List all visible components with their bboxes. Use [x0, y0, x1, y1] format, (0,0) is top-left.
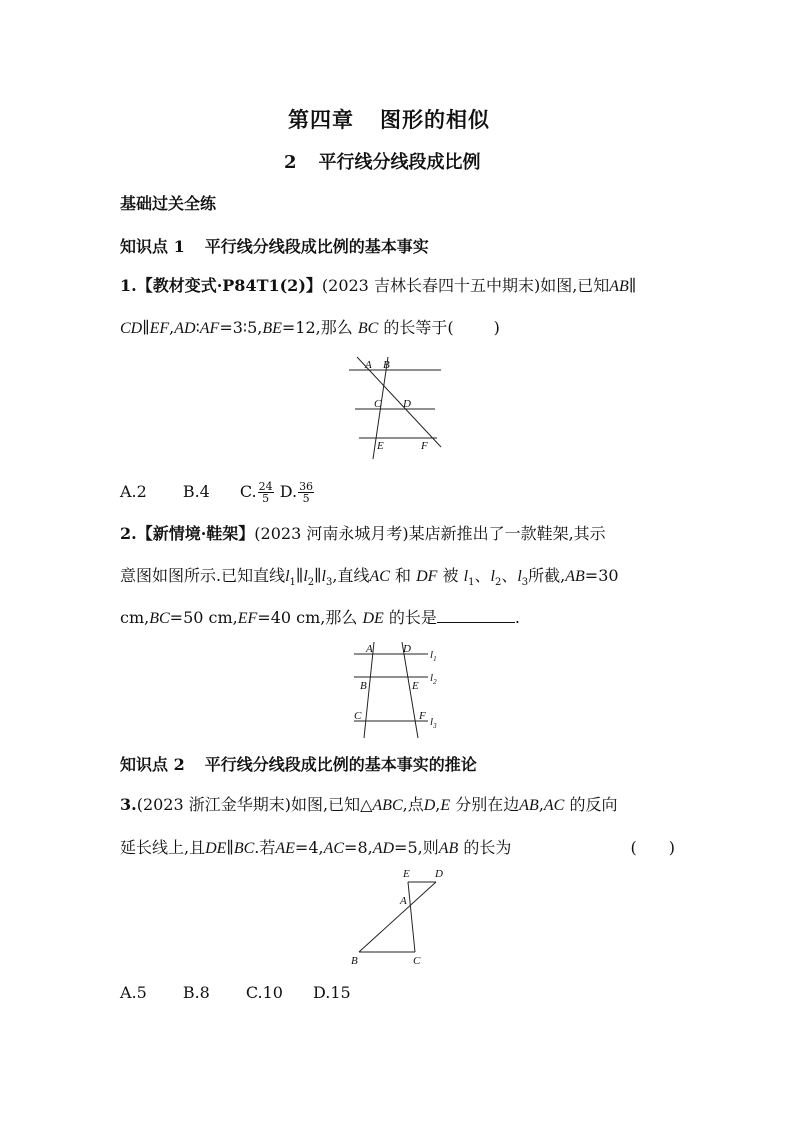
q3-option-a[interactable]: A.5: [120, 983, 147, 1002]
q2-line3: cm,BC=50 cm,EF=40 cm,那么 DE 的长是 .: [120, 608, 520, 627]
q3-line2: 延长线上,且DE∥BC.若AE=4,AC=8,AD=5,则AB 的长为 ( ): [120, 838, 675, 857]
q2-label-f: F: [419, 710, 426, 722]
q1-label-d: D: [403, 398, 411, 410]
q3-option-b[interactable]: B.8: [182, 983, 210, 1002]
q3-side-ce: [408, 882, 415, 952]
q3-figure: [345, 866, 445, 970]
q2-line2: 意图如图所示.已知直线$l_1\parallel l_2\parallel l_3$,直线AC 和 DF 被 $l_1$、$l_2$、$l_3$所截,AB=30: [120, 566, 619, 589]
q1-source: (2023 吉林长春四十五中期末): [321, 276, 541, 295]
kp2-label: 知识点 2: [120, 755, 185, 774]
q1-option-a[interactable]: A.2: [120, 482, 147, 501]
kp2-title: 平行线分线段成比例的基本事实的推论: [204, 755, 477, 774]
q2-source: (2023 河南永城月考): [254, 524, 409, 543]
q1-label-e: E: [377, 440, 384, 452]
chapter-title: 图形的相似: [380, 107, 490, 132]
q1-option-c[interactable]: C. $\frac{24}{5}$: [239, 480, 273, 505]
q1-line2: CD∥EF,AD∶AF=3∶5,BE=12,那么 BC 的长等于( ): [120, 318, 500, 337]
chapter-heading: [288, 104, 490, 134]
q3-label-a: A: [400, 895, 407, 907]
q1-label-c: C: [374, 398, 382, 410]
q1-label-f: F: [421, 440, 428, 452]
q1-label-a: A: [365, 359, 372, 371]
chapter-number: 第四章: [288, 107, 354, 132]
q3-label-c: C: [413, 955, 421, 967]
q3-label-b: B: [351, 955, 358, 967]
q3-option-c[interactable]: C.10: [245, 983, 283, 1002]
q2-label-b: B: [360, 680, 367, 692]
q3-answer-paren[interactable]: ( ): [630, 838, 675, 857]
q1-options: [120, 481, 315, 504]
q2-label-l2: $l_2$: [430, 672, 437, 686]
q1-label-b: B: [383, 359, 390, 371]
q2-label-e: E: [412, 680, 419, 692]
q2-label-a: A: [366, 643, 373, 655]
q1-tag: 【教材变式·P84T1(2)】: [136, 276, 322, 295]
q2-label-d: D: [403, 643, 411, 655]
q2-answer-blank[interactable]: [437, 608, 515, 623]
q3-line1: 3.(2023 浙江金华期末)如图,已知△ABC,点D,E 分别在边AB,AC 的反向: [120, 795, 618, 814]
q1-number: 1.: [120, 276, 137, 295]
q1-line1: 1.【教材变式·P84T1(2)】(2023 吉林长春四十五中期末)如图,已知AB∥: [120, 276, 637, 295]
practice-label: 基础过关全练: [120, 194, 217, 213]
kp1-title: 平行线分线段成比例的基本事实: [204, 237, 429, 256]
q1-option-b[interactable]: B.4: [182, 482, 210, 501]
q2-line1: 2.【新情境·鞋架】(2023 河南永城月考)某店新推出了一款鞋架,其示: [120, 524, 606, 543]
q3-side-bd: [359, 882, 436, 952]
knowledge-point-1: [120, 234, 429, 257]
q3-options: [120, 983, 351, 1003]
q3-number: 3.: [120, 795, 137, 814]
q1-figure: [345, 353, 455, 463]
q2-label-l1: $l_1$: [430, 649, 437, 663]
q3-label-d: D: [435, 868, 443, 880]
section-heading: [284, 148, 481, 174]
section-number: 2: [284, 152, 297, 173]
q2-label-l3: $l_3$: [430, 716, 437, 730]
q1-option-d[interactable]: D. $\frac{36}{5}$: [279, 480, 314, 505]
q3-label-e: E: [403, 868, 410, 880]
section-title: 平行线分线段成比例: [318, 152, 481, 173]
kp1-label: 知识点 1: [120, 237, 185, 256]
knowledge-point-2: [120, 752, 477, 775]
q2-number: 2.: [120, 524, 137, 543]
q2-figure: [348, 640, 448, 740]
q3-source: (2023 浙江金华期末): [136, 795, 291, 814]
q2-tag: 【新情境·鞋架】: [136, 524, 255, 543]
q2-label-c: C: [354, 710, 362, 722]
q3-option-d[interactable]: D.15: [312, 983, 351, 1002]
